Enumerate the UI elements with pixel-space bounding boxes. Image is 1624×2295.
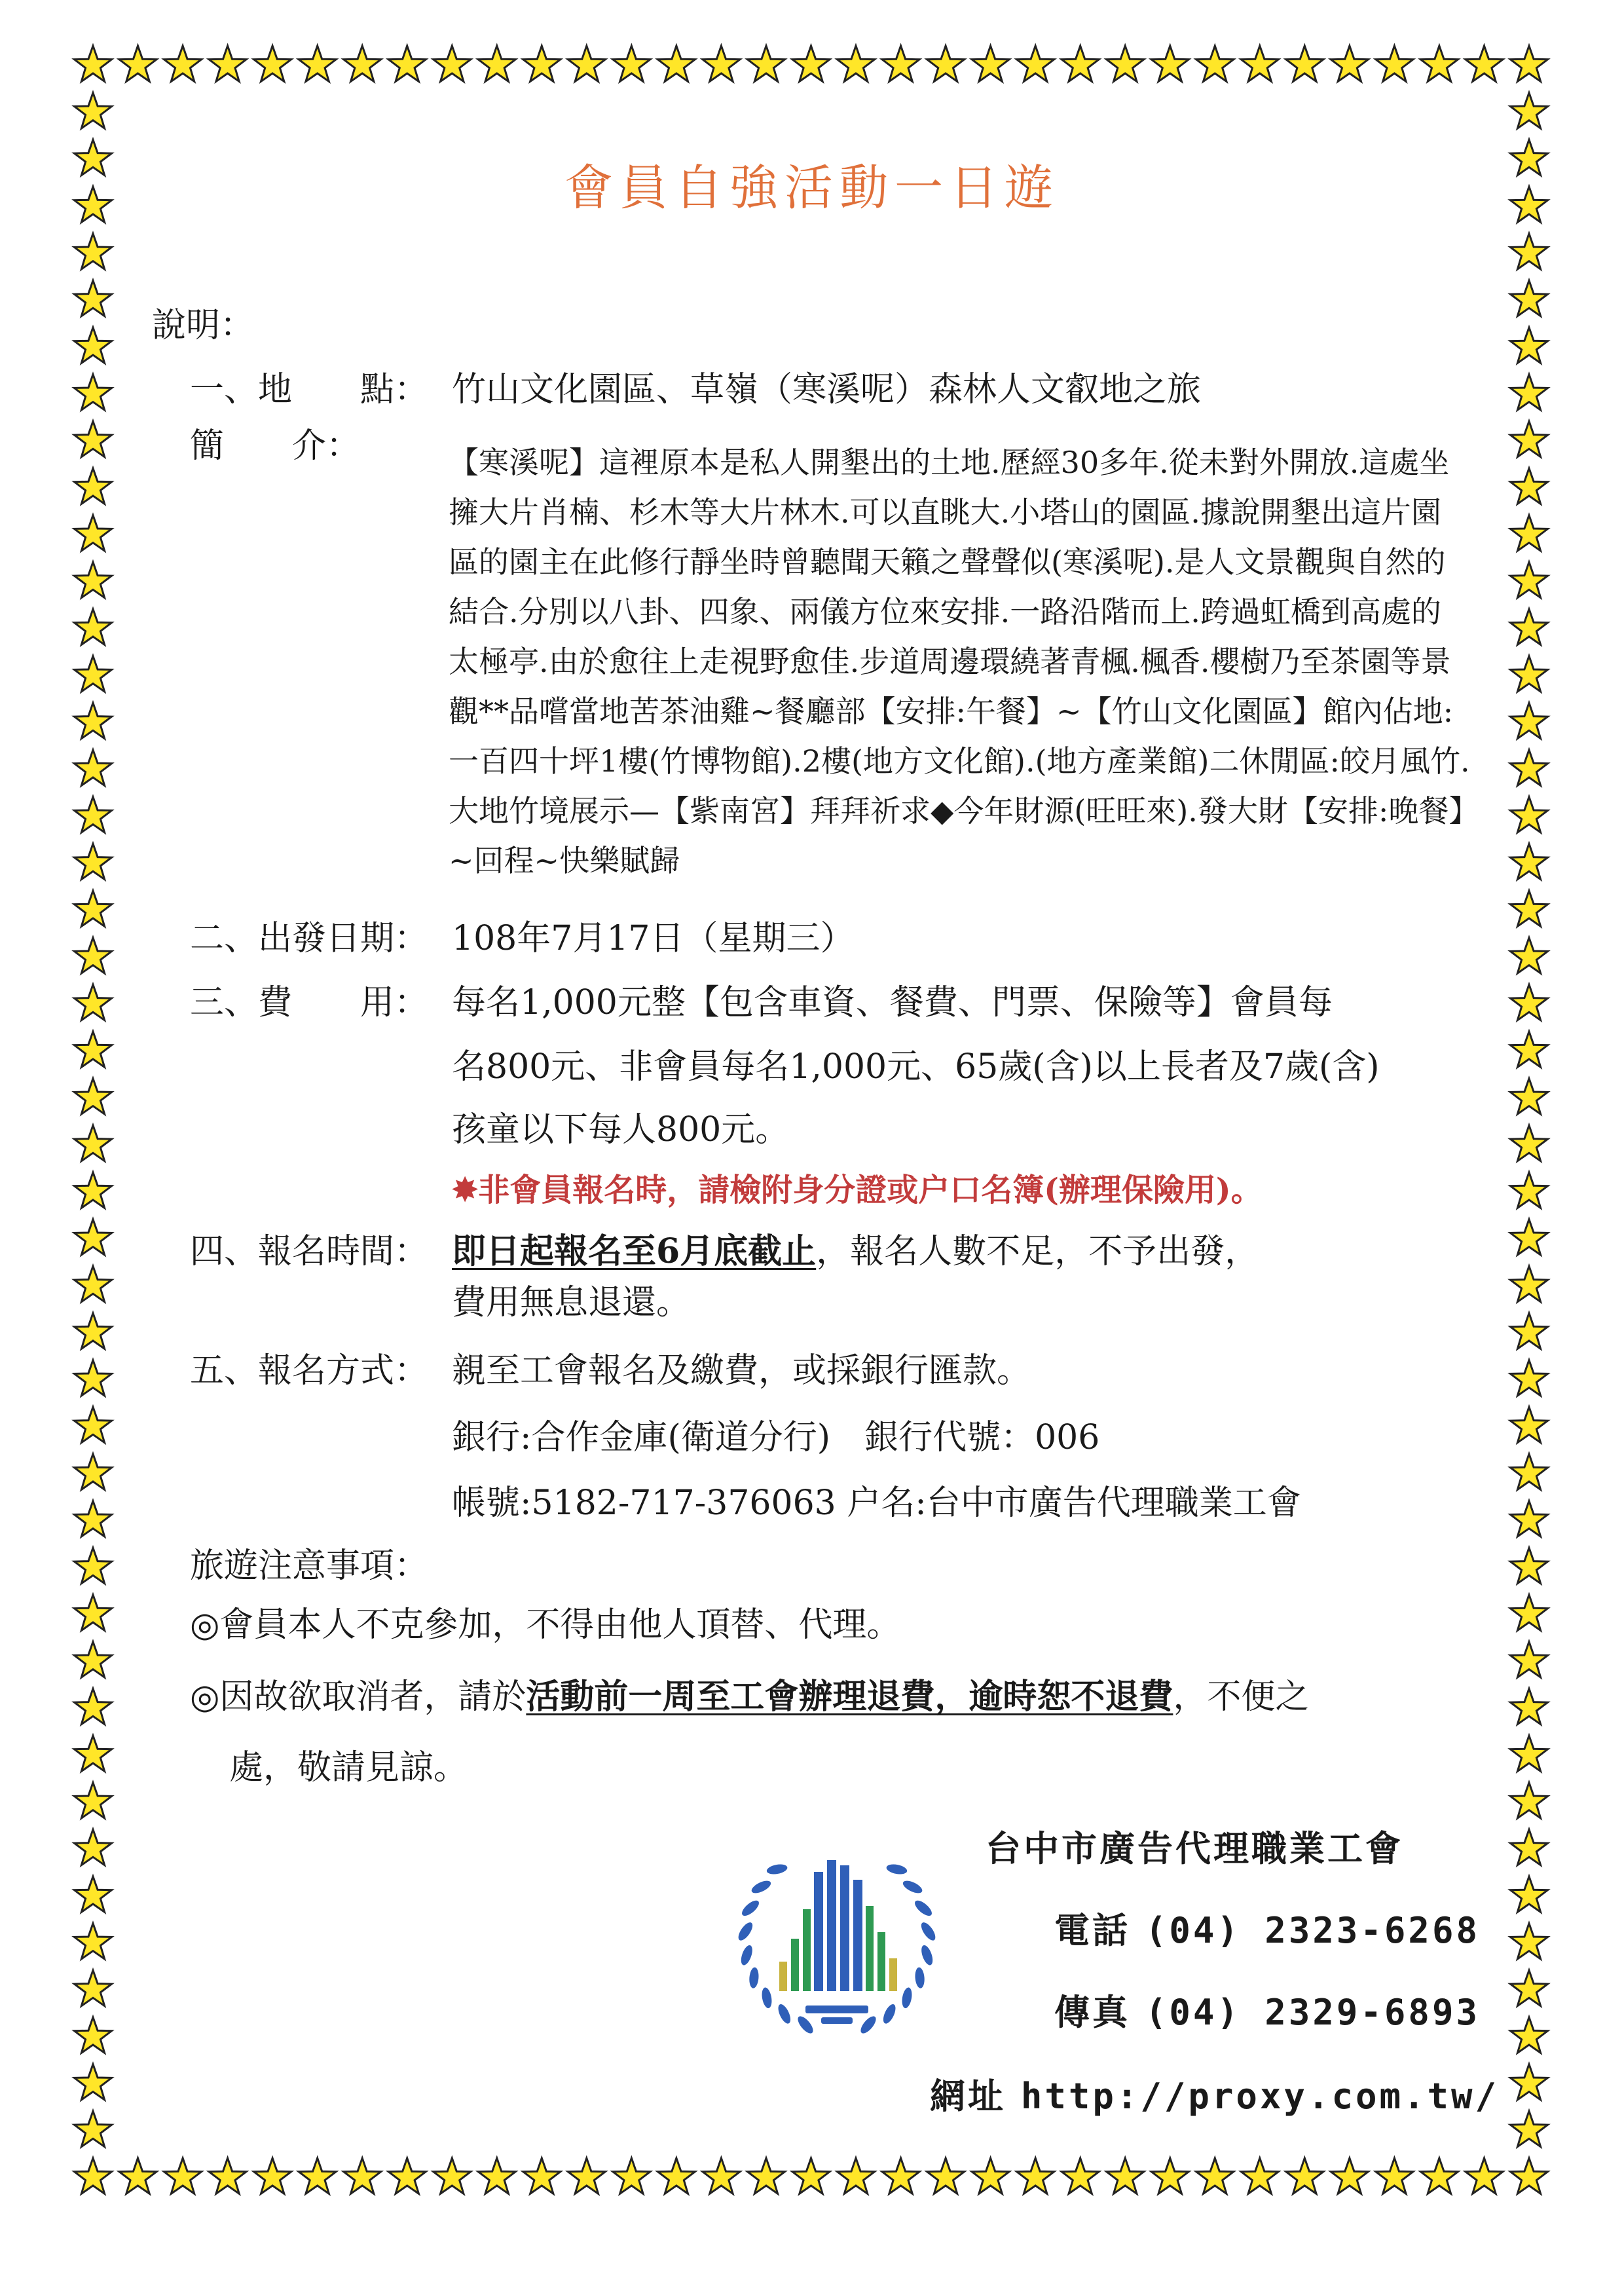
star-icon: [1511, 375, 1548, 410]
star-icon: [882, 46, 919, 81]
star-icon: [75, 515, 112, 551]
star-icon: [1511, 1172, 1548, 1208]
star-icon: [792, 46, 830, 81]
laurel-leaf-icon: [760, 1987, 773, 2009]
notes-heading: 旅遊注意事項：: [190, 1546, 429, 1586]
star-icon: [1511, 1313, 1548, 1349]
star-icon: [75, 375, 112, 410]
laurel-leaf-icon: [739, 1944, 754, 1967]
star-icon: [972, 2158, 1009, 2193]
intro-label: 簡 介：: [190, 426, 361, 466]
website-line: [930, 2075, 1499, 2118]
star-icon: [1241, 46, 1278, 81]
star-icon: [1511, 938, 1548, 973]
star-icon: [1511, 1924, 1548, 1959]
star-icon: [75, 46, 112, 81]
star-icon: [1511, 609, 1548, 644]
star-icon: [1511, 1783, 1548, 1818]
registration-method-label: 五、報名方式：: [190, 1351, 429, 1390]
star-icon: [1511, 1876, 1548, 1912]
laurel-leaf-icon: [912, 1898, 934, 1918]
star-icon: [388, 2158, 426, 2193]
star-icon: [792, 2158, 830, 2193]
star-icon: [1286, 46, 1323, 81]
fee-label: 三、費 用：: [190, 983, 429, 1022]
star-icon: [75, 421, 112, 457]
star-icon: [75, 1642, 112, 1677]
star-icon: [1511, 2111, 1548, 2146]
notes-item-2-prefix: ◎因故欲取消者，請於: [190, 1677, 526, 1717]
registration-time-rest: ，報名人數不足，不予出發，: [816, 1232, 1259, 1271]
registration-time-line-2: 費用無息退還。: [452, 1283, 691, 1322]
star-icon: [613, 46, 650, 81]
fee-note-text: 非會員報名時，請檢附身分證或户口名簿(辦理保險用)。: [478, 1172, 1263, 1208]
star-icon: [1017, 46, 1054, 81]
location-label: 一、地 點：: [190, 370, 429, 409]
phone-label: 電話: [1054, 1909, 1130, 1951]
star-icon: [1511, 234, 1548, 269]
star-icon: [75, 1924, 112, 1959]
star-icon: [1511, 562, 1548, 597]
star-icon: [1511, 1032, 1548, 1067]
registration-method-value: 親至工會報名及繳費，或採銀行匯款。: [452, 1351, 1031, 1390]
star-icon: [75, 1876, 112, 1912]
star-icon: [1107, 2158, 1144, 2193]
laurel-leaf-icon: [748, 1967, 760, 1988]
star-icon: [75, 1689, 112, 1724]
star-icon: [1511, 1501, 1548, 1537]
laurel-leaf-icon: [766, 1863, 788, 1876]
laurel-leaf-icon: [919, 1920, 938, 1943]
union-logo-icon: [732, 1834, 942, 2043]
registration-time-label: 四、報名時間：: [190, 1232, 429, 1271]
laurel-leaf-icon: [914, 1967, 925, 1988]
star-icon: [1511, 468, 1548, 504]
intro-text: 【寒溪呢】這裡原本是私人開墾出的土地.歷經30多年.從未對外開放.這處坐擁大片肖楠、杉木等大片林木.可以直眺大.小塔山的園區.據說開墾出這片園區的園主在此修行靜坐時曾聽聞天籟之聲聲似(寒溪呢).是人文景觀與自然的結合.分別以八卦、四象、兩儀方位來安排.一路沿階而上.跨過虹橋到高處的太極亭.由於愈往上走視野愈佳.步道周邊環繞著青楓.楓香.櫻樹乃至茶園等景觀**品嚐當地苦茶油雞~餐廳部【安排:午餐】~【竹山文化園區】館內佔地:一百四十坪1樓(竹博物館).2樓(地方文化館).(地方產業館)二休閒區:皎月風竹.大地竹境展示—【紫南宮】拜拜祈求◆今年財源(旺旺來).發大財【安排:晚餐】~回程~快樂賦歸: [449, 445, 1470, 878]
star-icon: [1511, 1220, 1548, 1255]
laurel-leaf-icon: [919, 1944, 935, 1967]
laurel-leaf-icon: [739, 1898, 761, 1918]
star-icon: [75, 1595, 112, 1630]
notes-item-1: ◎會員本人不克參加，不得由他人頂替、代理。: [190, 1605, 901, 1645]
star-icon: [75, 280, 112, 316]
star-icon: [75, 984, 112, 1020]
star-icon: [75, 468, 112, 504]
star-icon: [1511, 1829, 1548, 1865]
star-icon: [75, 2111, 112, 2146]
star-icon: [838, 46, 875, 81]
star-icon: [1376, 2158, 1413, 2193]
star-icon: [75, 2158, 112, 2193]
star-icon: [1511, 1407, 1548, 1442]
laurel-leaf-icon: [858, 2014, 878, 2036]
star-icon: [1466, 2158, 1503, 2193]
star-icon: [1511, 797, 1548, 832]
star-icon: [164, 2158, 202, 2193]
star-icon: [75, 797, 112, 832]
laurel-leaf-icon: [795, 2014, 815, 2036]
laurel-leaf-icon: [736, 1920, 756, 1943]
star-icon: [1511, 515, 1548, 551]
notes-item-2-line-2: 處，敬請見諒。: [229, 1748, 468, 1787]
star-icon: [1511, 656, 1548, 692]
star-icon: [75, 1407, 112, 1442]
star-icon: [75, 891, 112, 926]
star-icon: [1511, 2017, 1548, 2053]
star-icon: [1511, 1266, 1548, 1301]
star-icon: [75, 1266, 112, 1301]
star-icon: [75, 844, 112, 879]
star-icon: [1511, 2158, 1548, 2193]
star-icon: [1511, 703, 1548, 738]
star-icon: [1511, 844, 1548, 879]
star-icon: [75, 2017, 112, 2053]
star-icon: [1466, 46, 1503, 81]
star-icon: [434, 46, 471, 81]
star-icon: [1376, 46, 1413, 81]
star-icon: [1286, 2158, 1323, 2193]
star-icon: [75, 1220, 112, 1255]
laurel-leaf-icon: [901, 1878, 924, 1895]
star-icon: [75, 562, 112, 597]
account-line: 帳號:5182-717-376063 户名:台中市廣告代理職業工會: [452, 1483, 1301, 1523]
star-icon: [1511, 1125, 1548, 1161]
star-icon: [1511, 421, 1548, 457]
star-icon: [1196, 2158, 1234, 2193]
star-icon: [75, 93, 112, 128]
star-icon: [972, 46, 1009, 81]
star-icon: [523, 2158, 561, 2193]
star-icon: [75, 1125, 112, 1161]
star-icon: [164, 46, 202, 81]
star-icon: [927, 2158, 965, 2193]
explanation-label: 說明：: [152, 306, 255, 345]
star-icon: [1061, 2158, 1099, 2193]
notes-item-2-suffix: ，不便之: [1173, 1677, 1310, 1717]
star-icon: [1061, 46, 1099, 81]
star-icon: [1331, 2158, 1368, 2193]
star-icon: [1420, 46, 1458, 81]
star-icon: [254, 46, 291, 81]
star-icon: [1017, 2158, 1054, 2193]
star-icon: [299, 46, 336, 81]
laurel-leaf-icon: [776, 2002, 793, 2025]
star-icon: [75, 1548, 112, 1583]
star-icon: [1331, 46, 1368, 81]
star-icon: [75, 1032, 112, 1067]
star-icon: [1511, 1689, 1548, 1724]
star-icon: [523, 46, 561, 81]
star-icon: [75, 1501, 112, 1537]
phone-line: [1054, 1909, 1480, 1952]
star-icon: [1511, 1642, 1548, 1677]
star-icon: [75, 1783, 112, 1818]
star-icon: [1511, 327, 1548, 363]
star-icon: [1511, 2064, 1548, 2100]
star-icon: [1511, 1079, 1548, 1114]
star-icon: [75, 1313, 112, 1349]
website-label: 網址: [930, 2075, 1006, 2117]
star-icon: [1511, 1736, 1548, 1771]
notes-item-2: [190, 1677, 1309, 1717]
star-icon: [1511, 1360, 1548, 1396]
star-icon: [568, 46, 605, 81]
laurel-leaf-icon: [900, 1987, 913, 2009]
star-icon: [75, 1970, 112, 2006]
star-icon: [1107, 46, 1144, 81]
star-icon: [75, 1736, 112, 1771]
star-icon: [75, 703, 112, 738]
star-icon: [75, 750, 112, 785]
star-icon: [568, 2158, 605, 2193]
laurel-leaf-icon: [885, 1863, 908, 1876]
star-icon: [703, 2158, 740, 2193]
fax-number: (04) 2329-6893: [1145, 1992, 1480, 2033]
star-icon: [1151, 46, 1189, 81]
phone-number: (04) 2323-6268: [1145, 1910, 1480, 1951]
star-icon: [1511, 984, 1548, 1020]
laurel-leaf-icon: [750, 1878, 773, 1895]
star-icon: [75, 609, 112, 644]
registration-time-value: [452, 1231, 1259, 1272]
star-icon: [1511, 750, 1548, 785]
star-icon: [75, 327, 112, 363]
star-icon: [1511, 1454, 1548, 1489]
star-icon: [1511, 46, 1548, 81]
star-icon: [254, 2158, 291, 2193]
star-icon: [299, 2158, 336, 2193]
star-icon: [478, 2158, 515, 2193]
star-icon: [75, 1172, 112, 1208]
location-value: 竹山文化園區、草嶺（寒溪呢）森林人文叡地之旅: [452, 370, 1202, 409]
fee-line-2: 名800元、非會員每名1,000元、65歲(含)以上長者及7歲(含): [452, 1047, 1380, 1087]
organization-name: 台中市廣告代理職業工會: [986, 1827, 1403, 1869]
star-icon: [927, 46, 965, 81]
star-icon: [119, 46, 157, 81]
bank-line: 銀行:合作金庫(衛道分行) 銀行代號：006: [452, 1418, 1100, 1457]
star-icon: [1511, 1970, 1548, 2006]
star-icon: [209, 46, 246, 81]
star-icon: [1511, 1548, 1548, 1583]
star-icon: [1241, 2158, 1278, 2193]
page-title: 會員自強活動一日遊: [564, 160, 1060, 216]
fax-label: 傳真: [1054, 1991, 1130, 2033]
fax-line: [1054, 1991, 1480, 2034]
fee-note: [452, 1170, 1263, 1210]
star-icon: [119, 2158, 157, 2193]
star-icon: [747, 46, 784, 81]
refund-policy: 活動前一周至工會辦理退費，逾時恕不退費: [526, 1677, 1173, 1717]
star-icon: [344, 46, 381, 81]
star-icon: [613, 2158, 650, 2193]
star-icon: [209, 2158, 246, 2193]
registration-deadline: 即日起報名至6月底截止: [452, 1231, 817, 1271]
fee-line-1: 每名1,000元整【包含車資、餐費、門票、保險等】會員每: [452, 983, 1333, 1022]
star-icon: [1511, 280, 1548, 316]
fee-line-3: 孩童以下每人800元。: [452, 1110, 790, 1149]
star-icon: [1511, 891, 1548, 926]
website-link[interactable]: http://proxy.com.tw/: [1020, 2076, 1500, 2117]
star-icon: [75, 234, 112, 269]
star-icon: [388, 46, 426, 81]
star-icon: [75, 2064, 112, 2100]
star-icon: [1511, 1595, 1548, 1630]
star-icon: [1511, 93, 1548, 128]
star-icon: [478, 46, 515, 81]
star-icon: [1151, 2158, 1189, 2193]
star-icon: [703, 46, 740, 81]
star-icon: [657, 2158, 695, 2193]
star-icon: [75, 1829, 112, 1865]
star-icon: [75, 1360, 112, 1396]
star-icon: [838, 2158, 875, 2193]
star-icon: [75, 656, 112, 692]
asterisk-icon: ✸: [452, 1172, 479, 1208]
star-icon: [747, 2158, 784, 2193]
star-icon: [75, 938, 112, 973]
star-icon: [75, 1079, 112, 1114]
laurel-leaf-icon: [881, 2002, 898, 2025]
star-icon: [1196, 46, 1234, 81]
star-icon: [75, 1454, 112, 1489]
star-icon: [657, 46, 695, 81]
departure-value: 108年7月17日（星期三）: [452, 919, 855, 958]
star-icon: [882, 2158, 919, 2193]
star-icon: [344, 2158, 381, 2193]
star-icon: [434, 2158, 471, 2193]
departure-label: 二、出發日期：: [190, 919, 429, 958]
star-icon: [1420, 2158, 1458, 2193]
